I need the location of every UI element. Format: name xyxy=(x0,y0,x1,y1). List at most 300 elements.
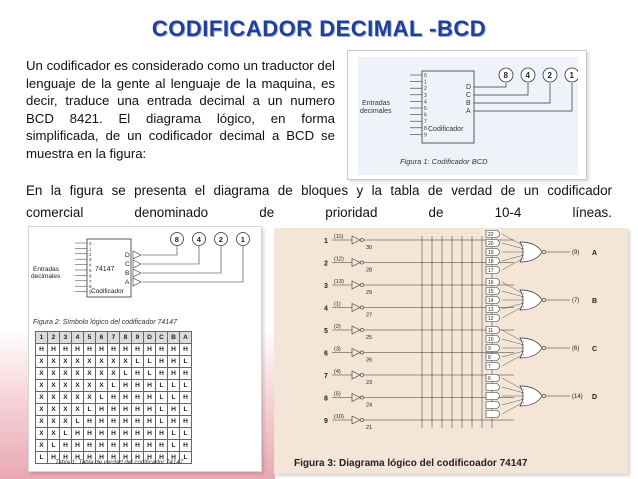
truth-table-cell: H xyxy=(96,440,108,452)
truth-table-header: 8 xyxy=(120,332,132,344)
truth-table-cell: H xyxy=(120,416,132,428)
fig3-gate-number: 24 xyxy=(366,402,373,409)
truth-table-cell: L xyxy=(156,392,168,404)
fig3-gate-number: 20 xyxy=(488,241,494,247)
truth-table-cell: H xyxy=(168,452,180,464)
fig3-gate-wire xyxy=(502,402,524,414)
truth-table-cell: H xyxy=(132,392,144,404)
lead-word: de xyxy=(428,205,444,220)
truth-table-cell: H xyxy=(168,416,180,428)
fig3-gate-number: 13 xyxy=(488,307,494,313)
truth-table-cell: H xyxy=(156,344,168,356)
fig3-inverter xyxy=(352,236,360,244)
truth-table-cell: L xyxy=(168,392,180,404)
truth-table-cell: H xyxy=(96,428,108,440)
truth-table-cell: H xyxy=(48,344,60,356)
truth-table-cell: X xyxy=(72,392,84,404)
truth-table-cell: X xyxy=(108,356,120,368)
fig1-input-number: 5 xyxy=(424,106,427,112)
truth-table-header: 6 xyxy=(96,332,108,344)
table-row xyxy=(36,368,192,380)
table-row xyxy=(36,380,192,392)
fig3-gate-number: 12 xyxy=(488,316,494,322)
fig3-gate-number: 14 xyxy=(488,298,494,304)
fig2-weight-label: 2 xyxy=(218,235,223,244)
fig3-output-letter: A xyxy=(592,250,598,257)
truth-table-cell: H xyxy=(72,452,84,464)
fig3-gate-number: 28 xyxy=(366,267,373,274)
truth-table-cell: H xyxy=(108,404,120,416)
fig3-gate-number: 22 xyxy=(488,232,494,238)
truth-table-cell: H xyxy=(84,416,96,428)
fig2-output-letter: A xyxy=(125,279,130,286)
truth-table-cell: H xyxy=(84,452,96,464)
truth-table-cell: X xyxy=(60,404,72,416)
fig3-inverter-bubble xyxy=(360,396,363,399)
fig3-output-pin: (7) xyxy=(572,298,580,304)
truth-table-cell: L xyxy=(48,440,60,452)
fig3-inverter-bubble xyxy=(360,328,363,331)
chip-block-label: Codificador xyxy=(91,288,124,295)
fig3-inverter xyxy=(352,304,360,312)
truth-table-cell: X xyxy=(36,416,48,428)
truth-table-cell: X xyxy=(60,416,72,428)
fig3-output-letter: D xyxy=(592,394,598,401)
fig3-gate-number: 21 xyxy=(366,425,373,431)
truth-table-cell: X xyxy=(120,356,132,368)
fig2-input-number: 0 xyxy=(89,241,92,246)
truth-table-cell: X xyxy=(60,368,72,380)
truth-table-cell: X xyxy=(72,368,84,380)
truth-table-cell: L xyxy=(156,416,168,428)
truth-table-cell: X xyxy=(96,356,108,368)
truth-table-cell: H xyxy=(120,428,132,440)
truth-table-cell: H xyxy=(60,344,72,356)
fig3-gate-number: 10 xyxy=(488,337,494,343)
lead-word: líneas. xyxy=(572,205,612,220)
truth-table-cell: X xyxy=(48,392,60,404)
fig3-gate-number: 26 xyxy=(366,357,373,364)
fig3-output-bubble xyxy=(542,346,546,350)
truth-table-cell: H xyxy=(96,452,108,464)
fig3-output-pin: (6) xyxy=(572,346,580,352)
truth-table-cell: H xyxy=(132,380,144,392)
truth-table-cell: X xyxy=(60,356,72,368)
truth-table-cell: H xyxy=(72,428,84,440)
fig3-inverter-bubble xyxy=(360,238,363,241)
fig3-input-label: 8 xyxy=(324,395,328,403)
truth-table-cell: H xyxy=(144,452,156,464)
fig3-pin-label: (3) xyxy=(334,346,341,353)
truth-table-cell: H xyxy=(120,404,132,416)
truth-table-cell: H xyxy=(48,452,60,464)
truth-table-cell: L xyxy=(180,452,192,464)
fig3-pin-label: (13) xyxy=(334,279,344,285)
fig2-buffer-gate xyxy=(133,269,141,277)
truth-table-cell: H xyxy=(120,440,132,452)
truth-table-cell: H xyxy=(84,428,96,440)
truth-table-cell: X xyxy=(84,356,96,368)
truth-table-cell: H xyxy=(144,392,156,404)
fig2-buffer-gate xyxy=(133,278,141,286)
fig3-inverter-bubble xyxy=(360,283,363,286)
truth-table-cell: L xyxy=(144,356,156,368)
fig3-gate-number: 8 xyxy=(488,355,491,361)
fig2-inputs-label-2: decimales xyxy=(31,273,61,280)
truth-table-cell: H xyxy=(120,380,132,392)
fig3-and-gate xyxy=(486,393,500,400)
truth-table-cell: H xyxy=(72,344,84,356)
page-title: CODIFICADOR DECIMAL -BCD xyxy=(151,16,487,41)
truth-table-cell: H xyxy=(132,404,144,416)
fig3-gate-number: 29 xyxy=(366,290,373,296)
truth-table-cell: L xyxy=(180,428,192,440)
truth-table-cell: X xyxy=(60,380,72,392)
truth-table-cell: L xyxy=(180,380,192,392)
truth-table-cell: H xyxy=(180,416,192,428)
fig3-output-letter: C xyxy=(592,346,598,353)
truth-table-cell: L xyxy=(36,452,48,464)
fig3-gate-number: 15 xyxy=(488,289,494,295)
fig3-and-gate xyxy=(486,384,500,391)
fig3-inverter xyxy=(352,326,360,334)
truth-table-cell: H xyxy=(180,440,192,452)
truth-table-cell: H xyxy=(96,416,108,428)
fig1-output-wire xyxy=(474,83,506,87)
truth-table-cell: L xyxy=(60,428,72,440)
truth-table-cell: X xyxy=(84,368,96,380)
fig3-pin-label: (4) xyxy=(334,369,341,375)
truth-table-cell: H xyxy=(180,344,192,356)
lead-word: de xyxy=(259,205,275,220)
truth-table-cell: H xyxy=(180,392,192,404)
truth-table-header: 7 xyxy=(108,332,120,344)
fig2-inputs-label: Entradas xyxy=(33,266,60,273)
truth-table-cell: X xyxy=(48,416,60,428)
fig1-weight-label: 1 xyxy=(569,71,574,80)
fig3-output-pin: (9) xyxy=(572,250,580,256)
truth-table-cell: H xyxy=(120,344,132,356)
fig3-inverter-bubble xyxy=(360,351,363,354)
truth-table-cell: X xyxy=(36,428,48,440)
fig3-gate-wire xyxy=(502,378,524,390)
fig2-input-number: 1 xyxy=(89,246,92,252)
truth-table-cell: L xyxy=(156,404,168,416)
fig3-pin-label: (2) xyxy=(334,324,341,330)
truth-table-cell: H xyxy=(144,416,156,428)
figure-2-caption: Figura 2: Símbolo lógico del codificador 74147 xyxy=(33,319,177,326)
fig3-gate-number: 30 xyxy=(366,245,373,251)
fig3-pin-label: (5) xyxy=(334,391,341,398)
truth-table-cell: L xyxy=(168,428,180,440)
figure-1-bcd-encoder xyxy=(347,50,587,180)
fig2-input-number: 4 xyxy=(89,262,92,268)
fig2-input-number: 6 xyxy=(89,273,92,279)
fig3-gate-number: 17 xyxy=(488,268,494,274)
fig3-gate-number: 27 xyxy=(366,312,373,319)
fig3-inverter xyxy=(352,349,360,357)
truth-table-cell: L xyxy=(84,404,96,416)
truth-table-cell: H xyxy=(96,344,108,356)
truth-table-header: 9 xyxy=(132,332,144,344)
truth-table-cell: H xyxy=(108,416,120,428)
table-row xyxy=(36,416,192,428)
table-row xyxy=(36,428,192,440)
fig2-output-letter: B xyxy=(125,270,130,277)
fig1-output-letter: B xyxy=(466,100,471,107)
truth-table-cell: H xyxy=(108,344,120,356)
truth-table-cell: H xyxy=(156,368,168,380)
truth-table-cell: L xyxy=(120,368,132,380)
fig3-output-bubble xyxy=(542,250,546,254)
fig1-output-letter: C xyxy=(466,92,472,99)
figure-3-caption: Figura 3: Diagrama lógico del codificoador 74147 xyxy=(294,458,528,469)
truth-table-cell: L xyxy=(168,380,180,392)
truth-table-cell: H xyxy=(120,452,132,464)
fig3-input-label: 2 xyxy=(324,260,328,268)
fig3-pin-label: (10) xyxy=(334,414,344,420)
figure-1-caption: Figura 1: Codificador BCD xyxy=(400,157,488,166)
truth-table-header: D xyxy=(144,332,156,344)
fig1-input-number: 7 xyxy=(424,119,427,126)
truth-table-cell: X xyxy=(84,380,96,392)
fig2-output-letter: D xyxy=(125,252,130,259)
chip-label: 74147 xyxy=(95,266,115,273)
truth-table-cell: L xyxy=(180,356,192,368)
truth-table-cell: H xyxy=(132,368,144,380)
truth-table-cell: L xyxy=(108,380,120,392)
fig2-input-number: 8 xyxy=(89,284,92,290)
truth-table-header: C xyxy=(156,332,168,344)
truth-table-cell: L xyxy=(180,404,192,416)
fig3-inverter xyxy=(352,416,360,424)
fig3-gate-wire xyxy=(502,258,524,270)
truth-table-cell: H xyxy=(168,356,180,368)
fig3-gate-number: 9 xyxy=(488,346,491,352)
truth-table-header: 5 xyxy=(84,332,96,344)
truth-table-header: B xyxy=(168,332,180,344)
table-row xyxy=(36,440,192,452)
truth-table-header: 1 xyxy=(36,332,48,344)
fig2-output-wire xyxy=(142,246,221,273)
fig1-input-number: 8 xyxy=(424,125,427,132)
figure-2-and-truth-table xyxy=(28,226,262,472)
truth-table-cell: H xyxy=(156,452,168,464)
truth-table-cell: X xyxy=(48,368,60,380)
intro-paragraph: Un codificador es considerado como un traductor del lenguaje de la gente al lenguaje de la maquina, es decir, traduce una entrada decimal a un numero BCD 8421. El diagrama lógico, en forma simplificada, de un codificador decimal a BCD se muestra en la figura: xyxy=(26,58,335,161)
lead-word: denominado xyxy=(134,205,209,220)
truth-table-cell: X xyxy=(36,440,48,452)
truth-table-cell: X xyxy=(48,356,60,368)
table-row xyxy=(36,344,192,356)
fig1-output-wire xyxy=(474,83,550,103)
truth-table-cell: X xyxy=(36,380,48,392)
truth-table-cell: H xyxy=(108,440,120,452)
truth-table-cell: L xyxy=(96,392,108,404)
lead-word: prioridad xyxy=(325,205,378,220)
truth-table-cell: H xyxy=(156,440,168,452)
fig3-input-label: 7 xyxy=(324,373,328,380)
fig3-input-label: 6 xyxy=(324,350,328,358)
truth-table-cell: H xyxy=(132,416,144,428)
truth-table-cell: H xyxy=(108,428,120,440)
truth-table-cell: X xyxy=(84,392,96,404)
truth-table-cell: H xyxy=(96,404,108,416)
fig3-inverter xyxy=(352,259,360,267)
fig1-input-number: 4 xyxy=(424,99,427,106)
fig3-pin-label: (11) xyxy=(334,234,344,240)
truth-table-cell: H xyxy=(108,452,120,464)
truth-table-cell: H xyxy=(144,428,156,440)
fig3-inverter-bubble xyxy=(360,373,363,376)
fig1-input-number: 3 xyxy=(424,92,427,99)
fig3-inverter-bubble xyxy=(360,418,363,421)
fig3-gate-number: 19 xyxy=(488,250,494,256)
truth-table-cell: H xyxy=(168,368,180,380)
truth-table-cell: X xyxy=(36,392,48,404)
truth-table-cell: H xyxy=(36,344,48,356)
encoder-block-label: Codificador xyxy=(428,126,464,133)
inputs-label: Entradas xyxy=(362,100,391,107)
fig2-buffer-gate xyxy=(133,251,141,259)
truth-table-cell: H xyxy=(168,344,180,356)
lead-line-2 xyxy=(26,202,612,224)
fig3-pin-label: (1) xyxy=(334,301,341,308)
fig1-weight-label: 2 xyxy=(547,71,552,80)
fig1-input-number: 1 xyxy=(424,79,427,86)
fig3-and-gate xyxy=(486,402,500,409)
figure-1-canvas xyxy=(358,57,578,175)
lead-word: 10-4 xyxy=(494,205,522,220)
truth-table-cell: H xyxy=(156,428,168,440)
truth-table-cell: L xyxy=(144,368,156,380)
fig3-input-label: 3 xyxy=(324,283,328,290)
fig2-input-number: 7 xyxy=(89,278,92,284)
fig3-pin-label: (12) xyxy=(334,256,344,263)
truth-table-cell: H xyxy=(168,404,180,416)
fig1-weight-label: 8 xyxy=(503,71,508,80)
fig3-inverter xyxy=(352,281,360,289)
fig2-buffer-gate xyxy=(133,260,141,268)
truth-table-cell: H xyxy=(108,392,120,404)
truth-table-cell: X xyxy=(36,356,48,368)
fig3-output-letter: B xyxy=(592,298,598,305)
fig3-gate-number: 16 xyxy=(488,280,494,286)
fig1-output-wire xyxy=(474,83,528,95)
fig3-gate-number: 7 xyxy=(488,364,491,370)
truth-table-cell: X xyxy=(96,380,108,392)
truth-table-cell: H xyxy=(120,392,132,404)
fig3-input-label: 4 xyxy=(324,305,328,313)
truth-table-header: 2 xyxy=(48,332,60,344)
fig3-inverter xyxy=(352,371,360,379)
fig3-input-label: 1 xyxy=(324,238,328,245)
fig1-weight-label: 4 xyxy=(525,71,530,80)
fig2-input-number: 9 xyxy=(89,289,92,295)
figure-3-logic-diagram xyxy=(274,228,628,474)
lead-word: comercial xyxy=(26,205,84,220)
fig3-output-pin: (14) xyxy=(572,394,583,400)
fig2-weight-label: 4 xyxy=(196,235,201,244)
truth-table-cell: X xyxy=(48,428,60,440)
truth-table-cell: H xyxy=(144,344,156,356)
truth-table-cell: X xyxy=(60,392,72,404)
truth-table-cell: X xyxy=(72,404,84,416)
fig3-gate-number: 6 xyxy=(488,376,491,382)
truth-table-cell: H xyxy=(60,440,72,452)
truth-table-cell: H xyxy=(132,452,144,464)
lead-paragraph xyxy=(26,180,612,224)
fig3-gate-wire xyxy=(502,306,524,318)
truth-table-cell: H xyxy=(132,440,144,452)
fig3-gate-number: 23 xyxy=(366,380,373,386)
fig3-output-bubble xyxy=(542,394,546,398)
fig3-and-gate xyxy=(486,411,500,418)
fig2-input-number: 5 xyxy=(89,268,92,273)
truth-table-cell: H xyxy=(132,428,144,440)
fig1-output-letter: A xyxy=(466,108,471,115)
fig2-input-number: 3 xyxy=(89,257,92,263)
truth-table-cell: L xyxy=(72,416,84,428)
fig3-gate-number: 11 xyxy=(488,328,494,334)
fig1-input-number: 6 xyxy=(424,112,427,119)
fig2-input-number: 2 xyxy=(89,251,92,257)
fig2-output-wire xyxy=(142,246,177,255)
fig2-output-letter: C xyxy=(125,261,130,268)
fig3-gate-wire xyxy=(502,330,524,342)
truth-table-cell: X xyxy=(96,368,108,380)
fig3-input-label: 5 xyxy=(324,328,328,335)
fig1-input-number: 0 xyxy=(424,73,427,79)
lead-line-1: En la figura se presenta el diagrama de bloques y la tabla de verdad de un codificador xyxy=(26,183,612,198)
fig3-inverter xyxy=(352,394,360,402)
truth-table-cell: H xyxy=(60,452,72,464)
fig3-inverter-bubble xyxy=(360,306,363,309)
fig3-gate-wire xyxy=(502,354,524,366)
fig1-input-number: 9 xyxy=(424,132,427,139)
truth-table-cell: L xyxy=(156,380,168,392)
truth-table-cell: H xyxy=(72,440,84,452)
truth-table-cell: H xyxy=(144,440,156,452)
truth-table-cell: H xyxy=(84,440,96,452)
truth-table-cell: X xyxy=(72,356,84,368)
truth-table-cell: H xyxy=(144,404,156,416)
truth-table-cell: L xyxy=(168,440,180,452)
fig2-weight-label: 8 xyxy=(174,235,179,244)
fig3-input-label: 9 xyxy=(324,418,328,425)
fig3-gate-number: 25 xyxy=(366,335,373,341)
fig3-output-bubble xyxy=(542,298,546,302)
truth-table-cell: X xyxy=(108,368,120,380)
truth-table-cell: X xyxy=(36,404,48,416)
table-row xyxy=(36,404,192,416)
truth-table-cell: H xyxy=(132,344,144,356)
truth-table-cell: H xyxy=(156,356,168,368)
truth-table-cell: H xyxy=(144,380,156,392)
truth-table-cell: L xyxy=(132,356,144,368)
fig3-gate-number: 18 xyxy=(488,259,494,265)
truth-table xyxy=(35,331,192,464)
truth-table-cell: X xyxy=(48,404,60,416)
truth-table-header: A xyxy=(180,332,192,344)
fig1-output-letter: D xyxy=(466,84,472,91)
fig2-weight-label: 1 xyxy=(240,235,245,244)
truth-table-header: 3 xyxy=(60,332,72,344)
fig3-inverter-bubble xyxy=(360,261,363,264)
table-row xyxy=(36,392,192,404)
truth-table-caption: Tabla 1: Tabla de verdad del codificador 74147 xyxy=(55,459,184,466)
fig1-input-number: 2 xyxy=(424,86,427,93)
